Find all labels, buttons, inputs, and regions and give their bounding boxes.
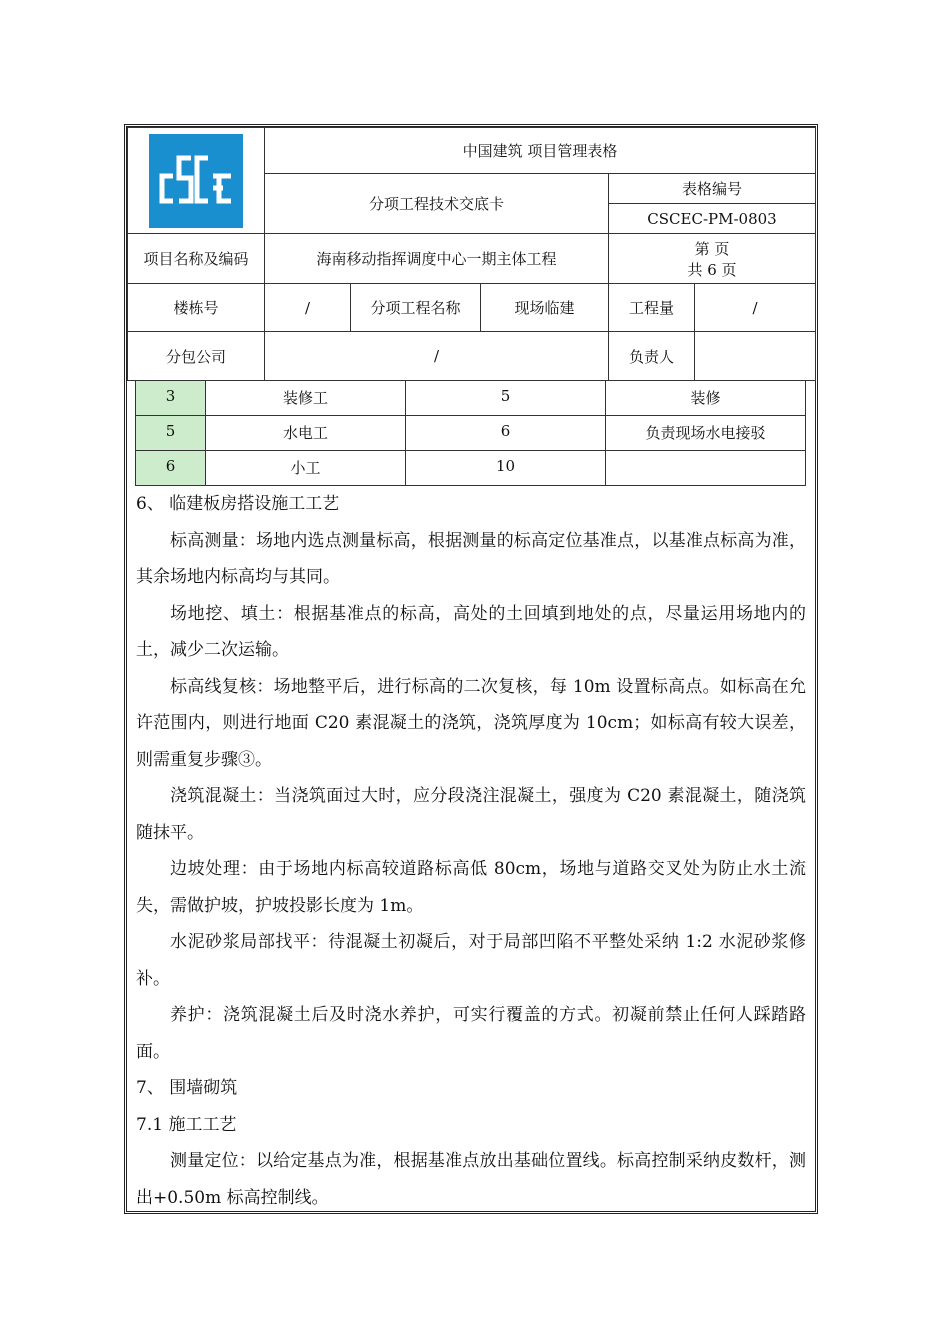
subcontractor-label: 分包公司 bbox=[128, 332, 265, 381]
paragraph: 测量定位：以给定基点为准，根据基准点放出基础位置线。标高控制采纳皮数杆，测出+0.50m 标高控制线。 bbox=[136, 1151, 806, 1208]
section-heading: 7、 围墙砌筑 bbox=[136, 1078, 238, 1098]
subitem-value: 现场临建 bbox=[481, 284, 609, 332]
project-name: 海南移动指挥调度中心一期主体工程 bbox=[265, 234, 609, 284]
crew-count: 10 bbox=[406, 451, 606, 486]
crew-trade: 水电工 bbox=[206, 416, 406, 451]
form-no: CSCEC-PM-0803 bbox=[609, 204, 816, 234]
crew-no: 5 bbox=[136, 416, 206, 451]
page-line-2: 共 6 页 bbox=[687, 260, 737, 279]
page-line-1: 第 页 bbox=[694, 239, 730, 258]
cscec-logo bbox=[149, 134, 243, 228]
building-value: / bbox=[265, 284, 351, 332]
table-row bbox=[136, 381, 806, 416]
project-label: 项目名称及编码 bbox=[128, 234, 265, 284]
section-heading: 6、 临建板房搭设施工工艺 bbox=[136, 494, 340, 514]
form-header-table bbox=[127, 127, 816, 381]
paragraph: 标高线复核：场地整平后，进行标高的二次复核，每 10m 设置标高点。如标高在允许范围内，则进行地面 C20 素混凝土的浇筑，浇筑厚度为 10cm；如标高有较大误差，则需重复步骤③。 bbox=[136, 676, 806, 770]
paragraph: 场地挖、填土：根据基准点的标高，高处的土回填到地处的点，尽量运用场地内的土，减少二次运输。 bbox=[136, 603, 806, 660]
subitem-label: 分项工程名称 bbox=[351, 284, 481, 332]
quantity-value: / bbox=[695, 284, 816, 332]
crew-no: 6 bbox=[136, 451, 206, 486]
subcontractor-value: / bbox=[265, 332, 609, 381]
paragraph: 水泥砂浆局部找平：待混凝土初凝后，对于局部凹陷不平整处采纳 1:2 水泥砂浆修补。 bbox=[136, 932, 806, 989]
crew-note: 负责现场水电接驳 bbox=[606, 416, 806, 451]
crew-trade: 装修工 bbox=[206, 381, 406, 416]
responsible-value bbox=[695, 332, 816, 381]
paragraph: 边坡处理：由于场地内标高较道路标高低 80cm，场地与道路交叉处为防止水土流失，需做护坡，护坡投影长度为 1m。 bbox=[136, 859, 806, 916]
paragraph: 标高测量：场地内选点测量标高，根据测量的标高定位基准点，以基准点标高为准，其余场地内标高均与其同。 bbox=[136, 530, 806, 587]
form-title: 分项工程技术交底卡 bbox=[265, 174, 609, 234]
paragraph: 养护：浇筑混凝土后及时浇水养护，可实行覆盖的方式。初凝前禁止任何人踩踏路面。 bbox=[136, 1005, 806, 1062]
document-body bbox=[136, 486, 806, 1216]
page-info bbox=[609, 234, 816, 284]
paragraph: 浇筑混凝土：当浇筑面过大时，应分段浇注混凝土，强度为 C20 素混凝土，随浇筑随抹平。 bbox=[136, 786, 806, 843]
quantity-label: 工程量 bbox=[609, 284, 695, 332]
crew-note: 装修 bbox=[606, 381, 806, 416]
crew-note bbox=[606, 451, 806, 486]
subsection-heading: 7.1 施工工艺 bbox=[136, 1114, 237, 1135]
logo-cell bbox=[128, 128, 265, 234]
crew-trade: 小工 bbox=[206, 451, 406, 486]
building-label: 楼栋号 bbox=[128, 284, 265, 332]
crew-count: 6 bbox=[406, 416, 606, 451]
org-title: 中国建筑 项目管理表格 bbox=[265, 128, 816, 174]
table-row bbox=[136, 451, 806, 486]
crew-no: 3 bbox=[136, 381, 206, 416]
crew-count: 5 bbox=[406, 381, 606, 416]
crew-table bbox=[135, 380, 806, 486]
table-row bbox=[136, 416, 806, 451]
responsible-label: 负责人 bbox=[609, 332, 695, 381]
form-no-label: 表格编号 bbox=[609, 174, 816, 204]
